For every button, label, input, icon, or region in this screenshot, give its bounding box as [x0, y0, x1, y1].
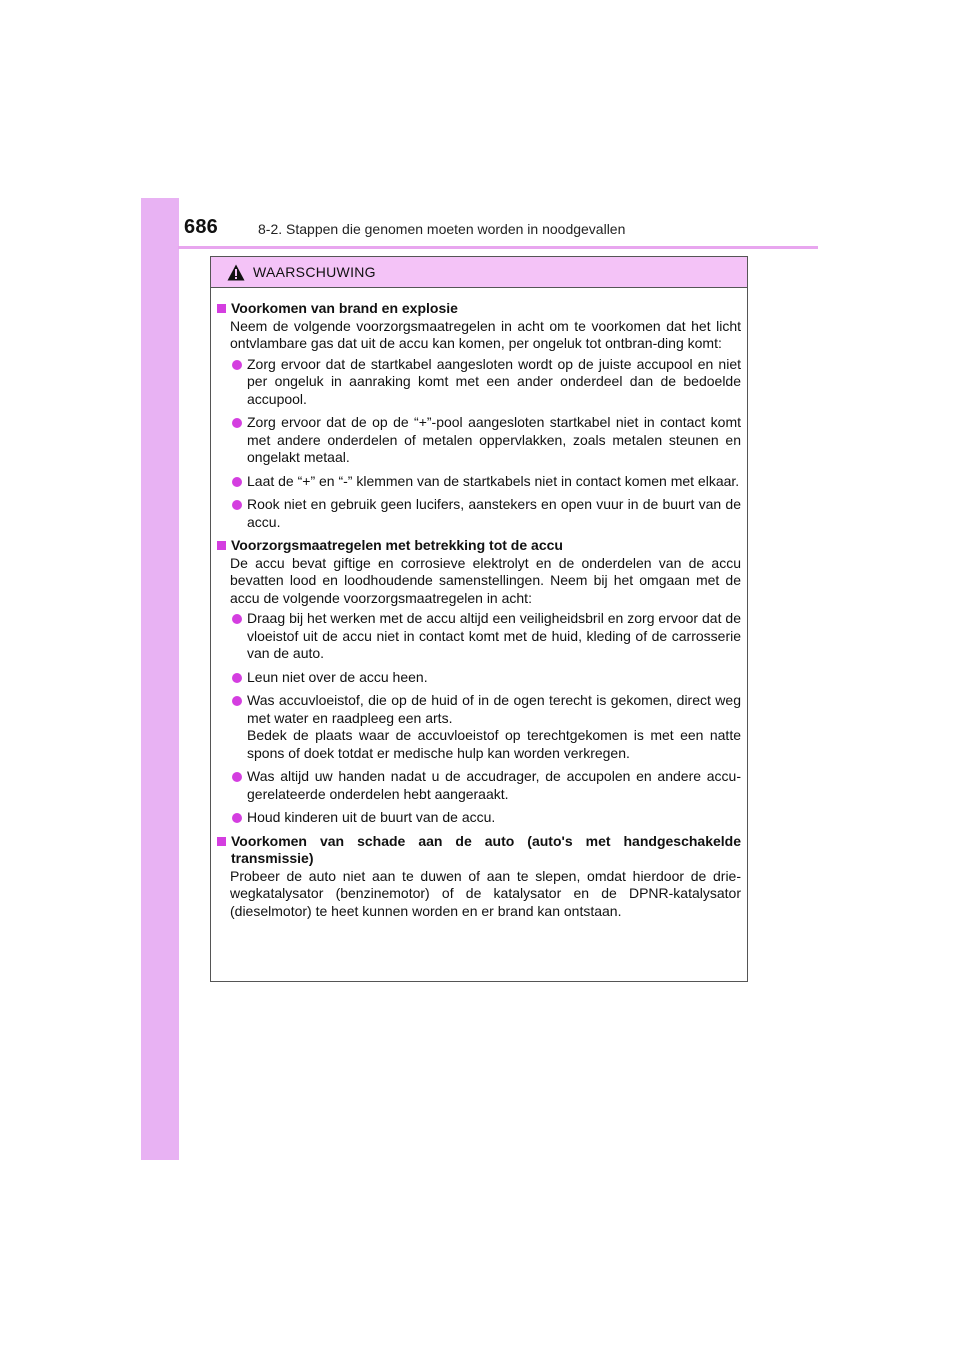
section-heading-text: Voorzorgsmaatregelen met betrekking tot de accu	[231, 537, 563, 553]
warning-header	[211, 257, 747, 288]
square-bullet-icon	[217, 304, 226, 313]
dot-bullet-icon	[232, 500, 242, 510]
bullet-text: Laat de “+” en “-” klemmen van de startkabels niet in contact komen met elkaar.	[247, 472, 740, 489]
list-item	[217, 768, 741, 803]
section-heading	[217, 300, 741, 318]
list-item	[217, 692, 741, 762]
bullet-text: Leun niet over de accu heen.	[247, 668, 428, 685]
section-heading-text: Voorkomen van schade aan de auto (auto's met handgeschakelde transmissie)	[231, 832, 741, 866]
section-intro: De accu bevat giftige en corrosieve elektrolyt en de onderdelen van de accu bevatten lood en loodhoudende samenstellingen. Neem bij het omgaan met de accu de volgende voorzorgsmaatregelen in acht:	[230, 554, 741, 606]
list-item	[217, 669, 741, 687]
section-fire-explosion	[217, 300, 741, 531]
bullet-text-block	[247, 692, 741, 762]
list-item	[217, 610, 741, 663]
dot-bullet-icon	[232, 696, 242, 706]
bullet-text: Zorg ervoor dat de startkabel aangesloten wordt op de juiste accupool en niet per ongeluk in aanraking komt met een ander onderdeel dan de bedoelde accupool.	[247, 355, 741, 407]
warning-label: WAARSCHUWING	[253, 264, 376, 280]
section-heading	[217, 833, 741, 868]
list-item	[217, 473, 741, 491]
dot-bullet-icon	[232, 477, 242, 487]
list-item	[217, 356, 741, 409]
bullet-text: Was altijd uw handen nadat u de accudrager, de accupolen en andere accu-gerelateerde onderdelen hebt aangeraakt.	[247, 768, 741, 802]
side-tab-strip	[141, 198, 179, 1160]
list-item	[217, 414, 741, 467]
page-header	[178, 212, 818, 249]
dot-bullet-icon	[232, 772, 242, 782]
section-intro: Probeer de auto niet aan te duwen of aan te slepen, omdat hierdoor de drie-wegkatalysator (benzinemotor) of de katalysator en de DPNR-katalysator (dieselmotor) te heet kunnen worden en er brand kan ontstaan.	[230, 867, 741, 919]
dot-bullet-icon	[232, 418, 242, 428]
section-heading-text: Voorkomen van brand en explosie	[231, 300, 458, 316]
bullet-text: Draag bij het werken met de accu altijd een veiligheidsbril en zorg ervoor dat de vloeistof uit de accu niet in contact komt met de huid, kleding of de carrosserie van de auto.	[247, 610, 741, 661]
bullet-list	[217, 356, 741, 532]
bullet-text: Was accuvloeistof, die op de huid of in de ogen terecht is gekomen, direct weg met water en raadpleeg een arts.	[247, 692, 741, 726]
warning-box	[210, 256, 748, 982]
page-number: 686	[184, 216, 218, 238]
dot-bullet-icon	[232, 614, 242, 624]
dot-bullet-icon	[232, 673, 242, 683]
section-intro: Neem de volgende voorzorgsmaatregelen in acht om te voorkomen dat het licht ontvlambare gas dat uit de accu kan komen, per ongeluk tot ontbran-ding komt:	[230, 317, 741, 351]
dot-bullet-icon	[232, 813, 242, 823]
warning-body	[211, 288, 747, 920]
section-title: 8-2. Stappen die genomen moeten worden in noodgevallen	[258, 221, 626, 237]
square-bullet-icon	[217, 837, 226, 846]
bullet-text: Zorg ervoor dat de op de “+”-pool aangesloten startkabel niet in contact komt met andere onderdelen of metalen oppervlakken, zoals metalen steunen en ongelakt metaal.	[247, 414, 741, 465]
bullet-text: Rook niet en gebruik geen lucifers, aanstekers en open vuur in de buurt van de accu.	[247, 496, 741, 530]
bullet-extra-text: Bedek de plaats waar de accuvloeistof op terechtgekomen is met een natte spons of doek totdat er medische hulp kan worden verkregen.	[247, 727, 741, 761]
dot-bullet-icon	[232, 360, 242, 370]
list-item	[217, 496, 741, 531]
warning-triangle-icon	[227, 264, 245, 281]
bullet-list	[217, 610, 741, 827]
section-vehicle-damage	[217, 833, 741, 921]
bullet-text: Houd kinderen uit de buurt van de accu.	[247, 809, 496, 825]
list-item	[217, 809, 741, 827]
section-heading	[217, 537, 741, 555]
square-bullet-icon	[217, 541, 226, 550]
section-battery-precautions	[217, 537, 741, 827]
